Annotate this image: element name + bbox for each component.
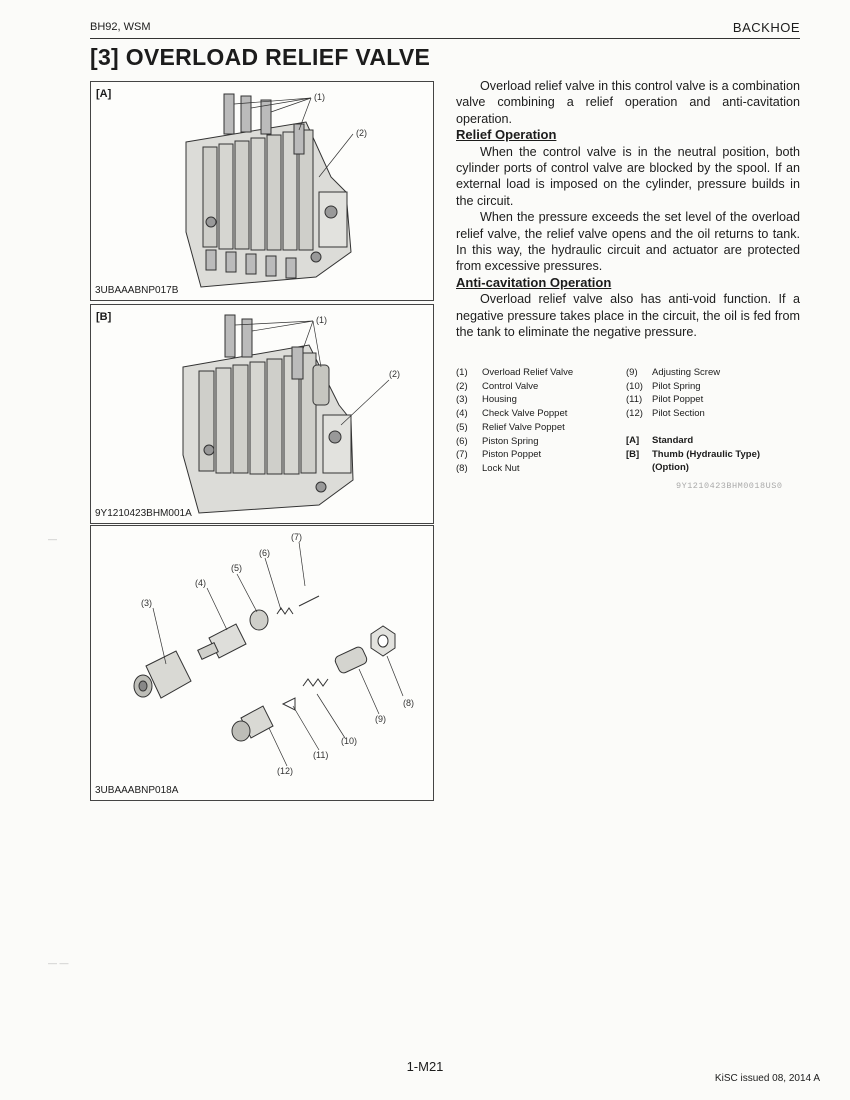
margin-mark: — — — [48, 958, 69, 968]
legend-note: [A] Standard — [626, 434, 694, 446]
legend-item: (8) Lock Nut — [456, 462, 520, 474]
legend-item: (10) Pilot Spring — [626, 380, 701, 392]
legend-item: (9) Adjusting Screw — [626, 367, 721, 378]
relief-paragraph-2: When the pressure exceeds the set level of the overload relief valve, the relief valve opens and the oil returns to tank. In this way, the hydraulic circuit and actuator are protected from excessive pressures. — [456, 210, 800, 274]
description-column — [456, 78, 800, 341]
figure-code: 3UBAAABNP018A — [95, 785, 179, 796]
anti-cavitation-heading: Anti-cavitation Operation — [456, 274, 612, 290]
figure-thumb-valve — [90, 304, 434, 524]
reference-code: 9Y1210423BHM0018US0 — [676, 481, 783, 491]
page-title: [3] OVERLOAD RELIEF VALVE — [90, 44, 431, 70]
figure-code: 9Y1210423BHM001A — [95, 508, 192, 519]
callout-11: (11) — [313, 750, 329, 760]
callout-12: (12) — [277, 766, 294, 776]
figure-tag: [B] — [96, 311, 112, 323]
legend-item: (2) Control Valve — [456, 380, 539, 392]
legend-item: (3) Housing — [456, 394, 517, 406]
header-divider — [90, 38, 800, 39]
figure-code: 3UBAAABNP017B — [95, 285, 179, 296]
control-valve-illustration-b — [91, 305, 433, 523]
legend-item: (7) Piston Poppet — [456, 449, 542, 461]
legend-note: (Option) — [652, 462, 689, 474]
legend-item: (4) Check Valve Poppet — [456, 408, 568, 420]
callout-9: (9) — [375, 714, 386, 724]
control-valve-illustration-a — [91, 82, 433, 300]
intro-paragraph: Overload relief valve in this control valve is a combination valve combining a relief operation and anti-cavitation operation. — [456, 79, 800, 126]
callout-1: (1) — [316, 315, 327, 325]
relief-heading: Relief Operation — [456, 127, 557, 143]
callout-3: (3) — [141, 598, 152, 608]
callout-6: (6) — [259, 548, 270, 558]
issue-note: KiSC issued 08, 2014 A — [714, 1073, 820, 1084]
callout-1: (1) — [314, 92, 325, 102]
relief-paragraph-1: When the control valve is in the neutral position, both cylinder ports of control valve are blocked by the spool. If an external load is imposed on the cylinder, pressure builds in the circuit. — [456, 144, 800, 208]
callout-10: (10) — [341, 736, 358, 746]
legend-item: (5) Relief Valve Poppet — [456, 421, 565, 433]
callout-2: (2) — [356, 128, 367, 138]
anti-cavitation-paragraph: Overload relief valve also has anti-void function. If a negative pressure takes place in the circuit, the oil is fed from the tank to eliminate the negative pressure. — [456, 292, 800, 340]
legend-item: (12) Pilot Section — [626, 408, 705, 420]
exploded-valve-illustration — [91, 526, 433, 800]
figure-tag: [A] — [96, 88, 112, 100]
legend-item: (6) Piston Spring — [456, 435, 539, 447]
callout-4: (4) — [195, 578, 206, 588]
legend-note: [B] Thumb (Hydraulic Type) — [626, 448, 761, 460]
margin-mark: — — [48, 534, 57, 544]
callout-2: (2) — [389, 369, 400, 379]
header-manual-code: BH92, WSM — [90, 21, 151, 33]
callout-7: (7) — [291, 532, 302, 542]
legend-item: (11) Pilot Poppet — [626, 394, 704, 406]
callout-8: (8) — [403, 698, 414, 708]
page-number: 1-M21 — [406, 1059, 444, 1074]
figure-exploded-view — [90, 525, 434, 801]
legend-item: (1) Overload Relief Valve — [456, 367, 574, 378]
figure-standard-valve — [90, 81, 434, 301]
header-section: BACKHOE — [732, 20, 800, 35]
callout-5: (5) — [231, 563, 242, 573]
